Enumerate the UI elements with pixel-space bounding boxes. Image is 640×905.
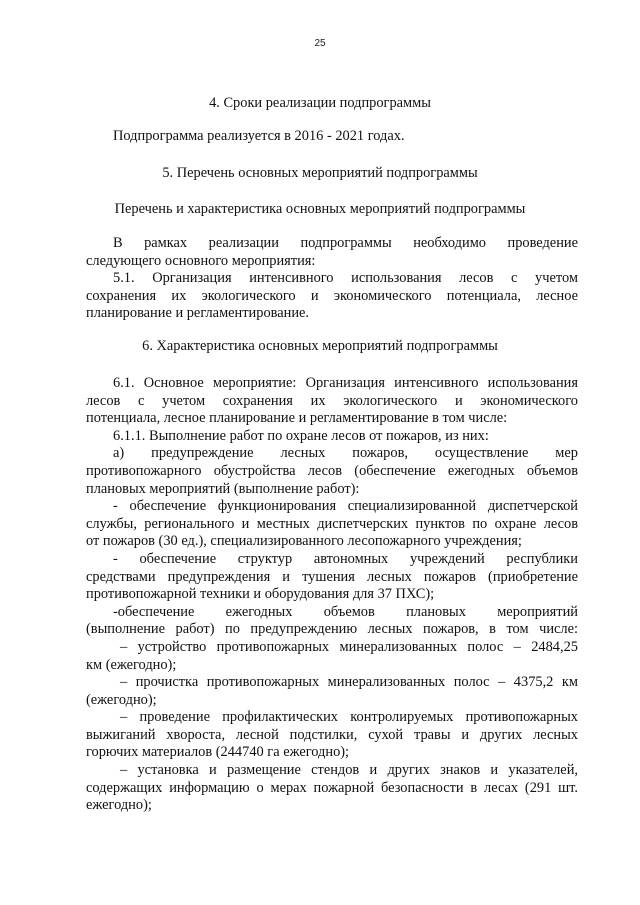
text-line: выжиганий хвороста, лесной подстилки, сухой травы и других лесных [86,726,578,743]
text-line: - обеспечение функционирования специализированной диспетчерской [113,498,578,515]
text-line: 6.1. Основное мероприятие: Организация интенсивного использования [113,375,578,391]
text-line: потенциала, лесное планирование и регламентирование в том числе: [86,410,508,427]
text-line: сохранения их экологического и экономического потенциала, лесное [86,287,578,304]
text-line: 5.1. Организация интенсивного использования лесов с учетом [113,270,578,287]
text-line: -обеспечение ежегодных объемов плановых мероприятий [113,603,578,620]
text-line: службы, регионального и местных диспетчерских пунктов по охране лесов [86,515,578,532]
text-line: Подпрограмма реализуется в 2016 - 2021 годах. [113,128,405,144]
text-line: (выполнение работ) по предупреждению лесных пожаров, в том числе: [86,621,578,638]
page-number: 25 [314,38,326,49]
text-line: – проведение профилактических контролируемых противопожарных [120,709,578,726]
paragraph-block-2 [86,375,578,815]
text-line: следующего основного мероприятия: [86,252,316,269]
text-line: - обеспечение структур автономных учреждений республики [113,550,578,567]
text-line: от пожаров (30 ед.), специализированного лесопожарного учреждения; [86,533,522,550]
text-line: а) предупреждение лесных пожаров, осуществление мер [113,445,578,462]
text-line: – устройство противопожарных минерализованных полос – 2484,25 [120,638,578,655]
text-line: лесов с учетом сохранения их экологического и экономического [86,392,578,409]
text-line: – установка и размещение стендов и других знаков и указателей, [120,762,578,779]
text-line: – прочистка противопожарных минерализованных полос – 4375,2 км [120,674,578,691]
text-line: В рамках реализации подпрограммы необходимо проведение [113,235,578,251]
text-line: плановых мероприятий (выполнение работ): [86,480,360,497]
text-line: противопожарной техники и оборудования для 37 ПХС); [86,586,435,603]
text-line: противопожарного обустройства лесов (обеспечение ежегодных объемов [86,462,578,479]
text-line: планирование и регламентирование. [86,305,310,322]
text-line: горючих материалов (244740 га ежегодно); [86,744,350,761]
text-line: (ежегодно); [86,691,157,708]
text-line: средствами предупреждения и тушения лесных пожаров (приобретение [86,568,578,585]
text-line: содержащих информацию о мерах пожарной безопасности в лесах (291 шт. [86,779,578,796]
paragraph-block-1 [86,235,578,323]
text-line: ежегодно); [86,797,152,814]
text-line: км (ежегодно); [86,656,177,673]
heading-characteristics-list: Перечень и характеристика основных мероприятий подпрограммы [114,201,526,217]
text-line: 6.1.1. Выполнение работ по охране лесов от пожаров, из них: [113,427,489,444]
heading-list-of-measures: 5. Перечень основных мероприятий подпрограммы [162,165,478,181]
heading-characteristics: 6. Характеристика основных мероприятий подпрограммы [142,338,498,354]
heading-periods: 4. Сроки реализации подпрограммы [209,95,431,111]
paragraph-period [113,128,578,146]
